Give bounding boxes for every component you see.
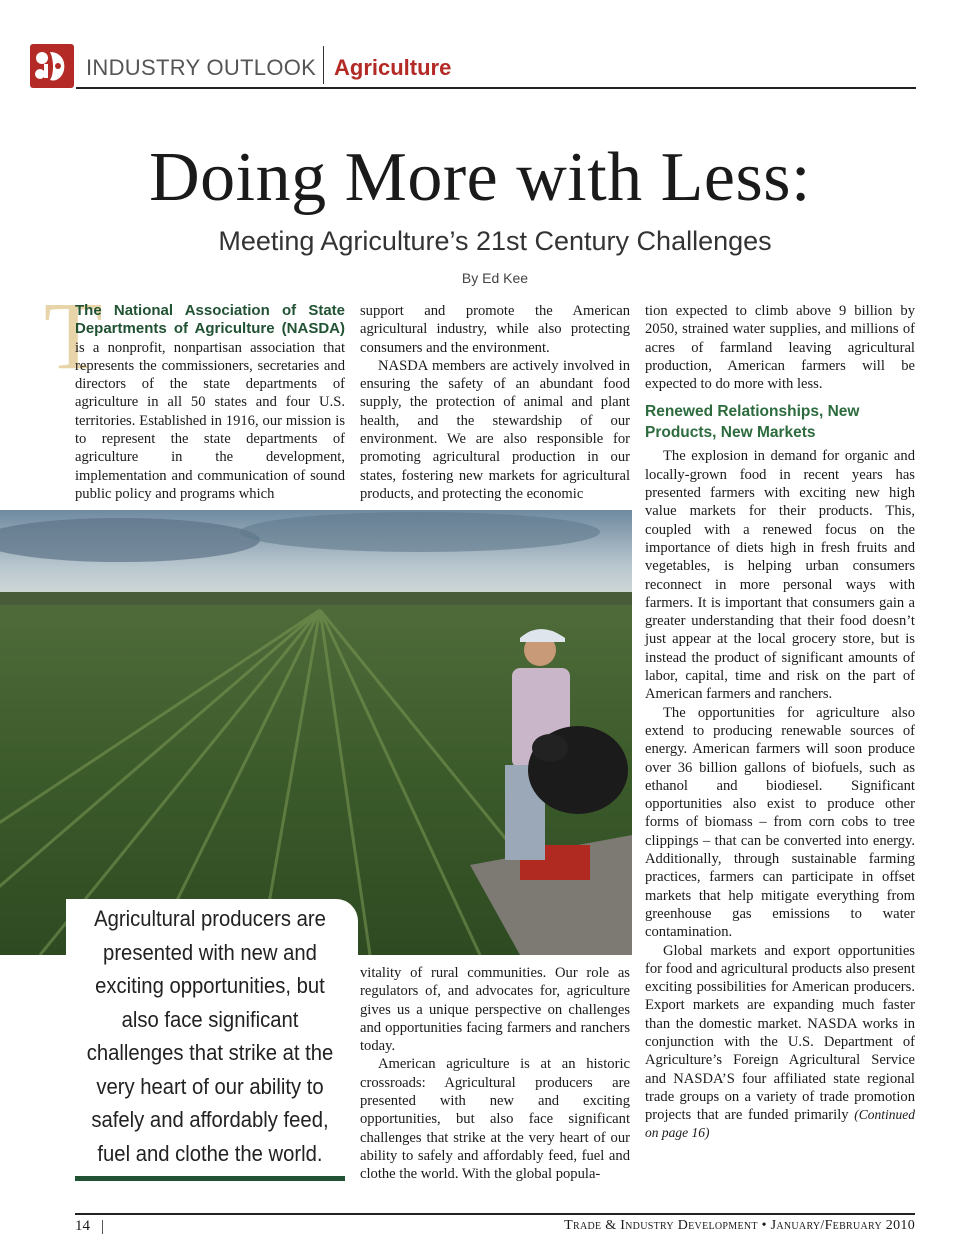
footer-divider <box>102 1220 103 1234</box>
publication-footer: Trade & Industry Development • January/February 2010 <box>564 1218 915 1233</box>
continued-note: (Continued on page 16) <box>645 1107 915 1141</box>
publication-logo <box>30 44 74 88</box>
cornfield-farmer-photo <box>0 510 632 955</box>
article-title: Doing More with Less: <box>149 139 811 216</box>
pull-quote-rule <box>75 1176 345 1181</box>
wheat-cow-icon <box>30 44 74 88</box>
paragraph: NASDA members are actively involved in ensuring the safety of an abundant food supply, the protection of animal and plant health, and the stewardship of our environment. We are also responsible for promoting agricultural production in our states, fostering new markets for agricultural products, and protecting the economic <box>360 357 630 502</box>
pull-quote: Agricultural producers are presented with new and exciting opportunities, but also face significant challenges that strike at the very heart of our ability to safely and affordably feed, fuel and clothe the world. <box>86 906 334 1166</box>
byline: By Ed Kee <box>461 270 529 286</box>
footer-rule <box>75 1213 915 1215</box>
column-2-bottom <box>360 964 630 1184</box>
paragraph: The opportunities for agriculture also extend to producing renewable sources of energy. American farmers will soon produce over 36 billion gallons of biofuels, such as ethanol and biodiesel. Significant opportunities also exist to produce other forms of biomass – from corn cobs to tree clippings – that can be converted into energy. Additionally, through sustainable farming practices, farmers can participate in offset markets that help mitigate everything from greenhouse gas emissions to water contamination. <box>645 704 915 941</box>
paragraph-text: Global markets and export opportunities for food and agricultural products also present exciting possibilities for American producers. Export markets are expanding much faster than the domestic market. NASDA works in conjunction with the U.S. Department of Agriculture’s Foreign Agricultural Service and NASDA’S four affiliated state regional trade groups on a variety of trade promotion projects that are funded primarily <box>645 942 915 1124</box>
lead-strong: The National Association of State Departments of Agriculture (NASDA) <box>75 302 345 338</box>
header-rule <box>76 87 916 89</box>
article-subtitle: Meeting Agriculture’s 21st Century Challenges <box>218 226 772 256</box>
paragraph <box>645 942 915 1143</box>
paragraph: tion expected to climb above 9 billion by 2050, strained water supplies, and millions of acres of farmland leaving agricultural production, American farmers will be expected to do more with less. <box>645 303 915 393</box>
lead-rest: is a nonprofit, nonpartisan association that represents the commissioners, secretaries and directors of the state departments of agriculture in all 50 states and four U.S. territories. Established in 1916, our mission is to represent the state departments of agriculture in the development, implementation and communication of sound public policy and programs which <box>75 339 345 502</box>
section-label: INDUSTRY OUTLOOK <box>86 55 317 80</box>
photo-illustration <box>0 510 632 955</box>
column-3 <box>645 302 915 1143</box>
paragraph: The explosion in demand for organic and locally-grown food in recent years has presented farmers with exciting new high value markets for their products. This, coupled with a renewed focus on the importance of diets high in fresh fruits and vegetables, is helping urban consumers reconnect in more personal ways with farmers. It is important that consumers gain a greater understanding that their food doesn’t just appear at the local grocery store, but is instead the product of significant amounts of labor, capital, time and risk on the part of American farmers and ranchers. <box>645 448 915 703</box>
page-number: 14 <box>75 1218 90 1234</box>
column-1 <box>75 302 345 503</box>
paragraph: American agriculture is at an historic crossroads: Agricultural producers are presented with new and exciting opportunities, but also face significant challenges that strike at the very heart of our ability to safely and affordably feed, fuel and clothe the world. With the global popula- <box>360 1056 630 1183</box>
drop-cap: T <box>44 282 103 389</box>
section-sublabel: Agriculture <box>334 55 452 80</box>
paragraph: support and promote the American agricultural industry, while also protecting consumers and the environment. <box>360 303 630 356</box>
paragraph: vitality of rural communities. Our role as regulators of, and advocates for, agriculture gives us a unique perspective on challenges and opportunities facing farmers and ranchers today. <box>360 965 630 1055</box>
section-heading: Renewed Relationships, New Products, New Markets <box>645 403 860 442</box>
column-2-top <box>360 302 630 503</box>
header-divider <box>323 46 324 84</box>
lead-paragraph <box>75 302 345 503</box>
